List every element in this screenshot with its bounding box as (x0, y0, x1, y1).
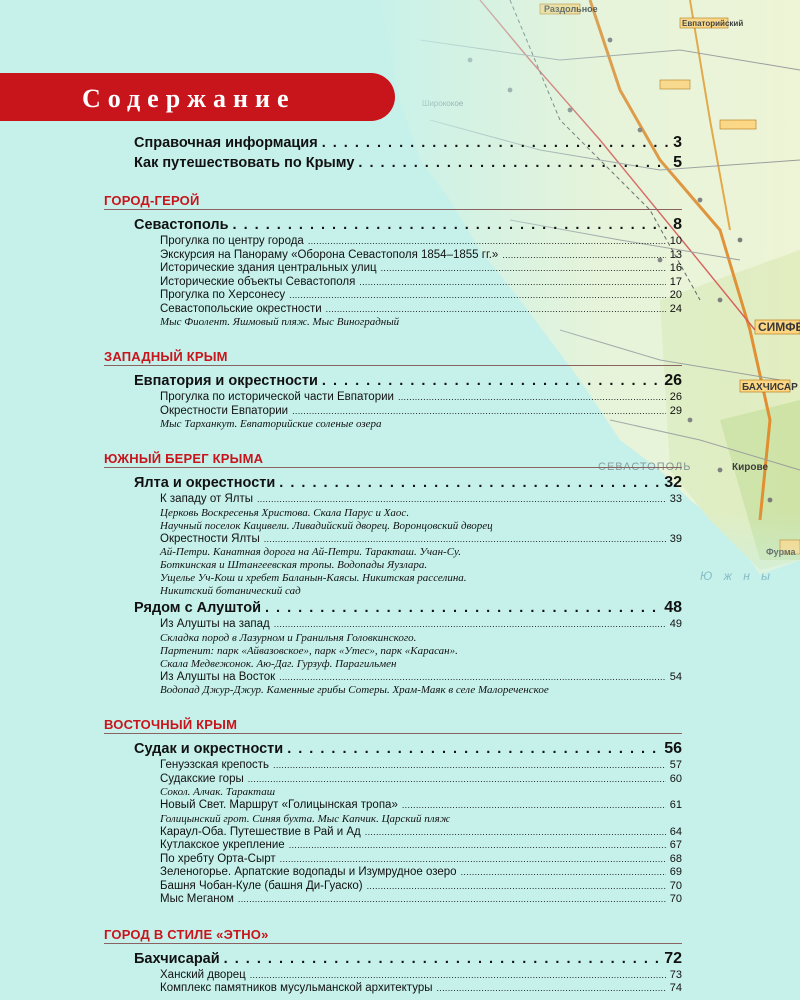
toc-entry-label: Караул-Оба. Путешествие в Рай и Ад (160, 825, 361, 838)
toc-entry[interactable] (104, 759, 682, 773)
toc-entry-label: Как путешествовать по Крыму (134, 155, 355, 171)
toc-entry[interactable] (104, 493, 682, 507)
table-of-contents (104, 131, 682, 996)
toc-entry-page: 69 (669, 866, 682, 878)
toc-chapter-page: 32 (664, 474, 682, 491)
toc-entry-page: 20 (669, 289, 682, 301)
toc-note: Водопад Джур-Джур. Каменные грибы Сотеры. Храм-Маяк в селе Малореченское (160, 684, 549, 696)
toc-entry[interactable] (104, 405, 682, 419)
toc-entry[interactable] (104, 853, 682, 867)
toc-entry-page: 39 (669, 532, 682, 545)
toc-entry-label: Башня Чобан-Куле (башня Ди-Гуаско) (160, 879, 363, 892)
toc-chapter-label: Евпатория и окрестности (134, 373, 318, 389)
toc-chapter-page: 56 (664, 740, 682, 757)
toc-note: Церковь Воскресенья Христова. Скала Парус и Хаос. (160, 506, 410, 519)
toc-entry-page: 67 (669, 839, 682, 851)
toc-note: Складка пород в Лазурном и Гранильня Головкинского. (160, 631, 417, 644)
toc-entry[interactable] (104, 618, 682, 632)
toc-note: Ущелье Уч-Кош и хребет Баланын-Каясы. Никитская расселина. (160, 572, 467, 584)
toc-entry-label: Справочная информация (134, 135, 318, 151)
toc-entry-page: 10 (669, 235, 682, 247)
toc-chapter[interactable] (104, 739, 682, 759)
toc-note: Ай-Петри. Канатная дорога на Ай-Петри. Таракташ. Учан-Су. (160, 546, 462, 558)
toc-entry-page: 29 (669, 404, 682, 417)
toc-entry-label: Ханский дворец (160, 968, 246, 981)
toc-entry-label: Прогулка по исторической части Евпатории (160, 391, 394, 403)
toc-entry[interactable] (104, 773, 682, 787)
section-heading: ГОРОД В СТИЛЕ «ЭТНО» (104, 927, 682, 944)
toc-entry[interactable] (104, 799, 682, 813)
toc-sections (104, 193, 682, 996)
toc-entry[interactable] (104, 289, 682, 303)
toc-entry-label: Судакские горы (160, 772, 244, 785)
toc-note: Научный поселок Кацивели. Ливадийский дворец. Воронцовский дворец (160, 519, 493, 532)
toc-entry[interactable] (104, 276, 682, 290)
toc-entry-label: По хребту Орта-Сырт (160, 852, 276, 865)
toc-entry-label: Окрестности Ялты (160, 532, 260, 545)
toc-entry-page: 73 (669, 968, 682, 981)
toc-chapter-label: Севастополь (134, 217, 229, 233)
toc-entry-page: 54 (669, 670, 682, 683)
toc-entry[interactable] (104, 893, 682, 907)
toc-note: Сокол. Алчак. Таракташ (160, 786, 276, 798)
toc-entry[interactable] (104, 262, 682, 276)
toc-entry-label: Из Алушты на запад (160, 618, 270, 630)
toc-chapter[interactable] (104, 473, 682, 493)
toc-entry-label: Новый Свет. Маршрут «Голицынская тропа» (160, 799, 398, 811)
toc-entry-label: Окрестности Евпатории (160, 404, 289, 417)
toc-entry-page: 68 (669, 852, 682, 865)
toc-chapter-label: Ялта и окрестности (134, 475, 276, 491)
toc-entry[interactable] (104, 153, 682, 173)
toc-entry-page: 60 (669, 772, 682, 785)
toc-note: Голицынский грот. Синяя бухта. Мыс Капчик. Царский пляж (160, 812, 450, 825)
toc-chapter[interactable] (104, 215, 682, 235)
toc-entry-page: 64 (669, 825, 682, 838)
toc-entry-page: 33 (669, 493, 682, 505)
toc-note: Мыс Фиолент. Яшмовый пляж. Мыс Виноградный (160, 316, 400, 328)
toc-entry-page: 16 (669, 262, 682, 274)
toc-entry-label: Мыс Меганом (160, 893, 234, 905)
toc-chapter-page: 72 (664, 949, 682, 967)
toc-entry[interactable] (104, 303, 682, 317)
toc-entry-page: 5 (673, 154, 682, 171)
toc-entry[interactable] (104, 235, 682, 249)
toc-chapter[interactable] (104, 949, 682, 969)
toc-entry-label: Севастопольские окрестности (160, 302, 322, 315)
toc-entry-label: Экскурсия на Панораму «Оборона Севастополя 1854–1855 гг.» (160, 248, 499, 261)
toc-entry-page: 13 (669, 248, 682, 261)
toc-entry-page: 57 (669, 759, 682, 771)
toc-entry-label: Прогулка по центру города (160, 235, 304, 247)
toc-chapter-label: Рядом с Алуштой (134, 600, 261, 616)
section-heading: ГОРОД-ГЕРОЙ (104, 193, 682, 210)
toc-entry-label: Из Алушты на Восток (160, 670, 276, 683)
toc-entry-page: 24 (669, 302, 682, 315)
toc-chapter[interactable] (104, 371, 682, 391)
toc-entry[interactable] (104, 533, 682, 547)
toc-entry[interactable] (104, 133, 682, 153)
section-heading: ЗАПАДНЫЙ КРЫМ (104, 349, 682, 366)
toc-chapter-page: 8 (673, 216, 682, 233)
toc-note: Никитский ботанический сад (160, 585, 301, 597)
toc-entry[interactable] (104, 969, 682, 983)
toc-entry-page: 49 (669, 618, 682, 630)
toc-entry[interactable] (104, 839, 682, 853)
toc-entry-label: Кутлакское укрепление (160, 839, 285, 851)
toc-entry-page: 70 (669, 879, 682, 892)
toc-note: Мыс Тарханкут. Евпаторийские соленые озера (160, 418, 382, 430)
page-title: Содержание (82, 84, 296, 113)
toc-entry-page: 61 (669, 799, 682, 811)
toc-entry[interactable] (104, 866, 682, 880)
toc-note: Скала Медвежонок. Аю-Даг. Гурзуф. Парагильмен (160, 657, 397, 670)
toc-entry[interactable] (104, 826, 682, 840)
toc-entry[interactable] (104, 391, 682, 405)
toc-entry[interactable] (104, 671, 682, 685)
toc-note: Боткинская и Штангеевская тропы. Водопады Яузлара. (160, 559, 428, 571)
toc-entry-label: К западу от Ялты (160, 493, 253, 505)
toc-entry[interactable] (104, 880, 682, 894)
toc-entry-page: 17 (669, 275, 682, 288)
intro-entries (104, 133, 682, 173)
toc-entry-label: Исторические здания центральных улиц (160, 262, 377, 274)
toc-entry-page: 74 (669, 982, 682, 994)
toc-chapter-page: 26 (664, 372, 682, 389)
toc-note: Партенит: парк «Айвазовское», парк «Утес», парк «Карасан». (160, 644, 458, 657)
toc-chapter[interactable] (104, 598, 682, 618)
toc-entry-label: Исторические объекты Севастополя (160, 275, 356, 288)
toc-entry[interactable] (104, 982, 682, 996)
section-heading: ВОСТОЧНЫЙ КРЫМ (104, 717, 682, 734)
toc-entry-page: 70 (669, 893, 682, 905)
toc-chapter-page: 48 (664, 599, 682, 616)
toc-entry-label: Прогулка по Херсонесу (160, 289, 286, 301)
toc-chapter-label: Судак и окрестности (134, 741, 284, 757)
toc-entry-page: 26 (669, 391, 682, 403)
toc-entry[interactable] (104, 249, 682, 263)
toc-entry-page: 3 (673, 134, 682, 151)
toc-entry-label: Комплекс памятников мусульманской архитектуры (160, 982, 433, 994)
toc-chapter-label: Бахчисарай (134, 950, 220, 967)
section-heading: ЮЖНЫЙ БЕРЕГ КРЫМА (104, 451, 682, 468)
toc-entry-label: Генуэзская крепость (160, 759, 270, 771)
toc-entry-label: Зеленогорье. Арпатские водопады и Изумрудное озеро (160, 866, 457, 878)
